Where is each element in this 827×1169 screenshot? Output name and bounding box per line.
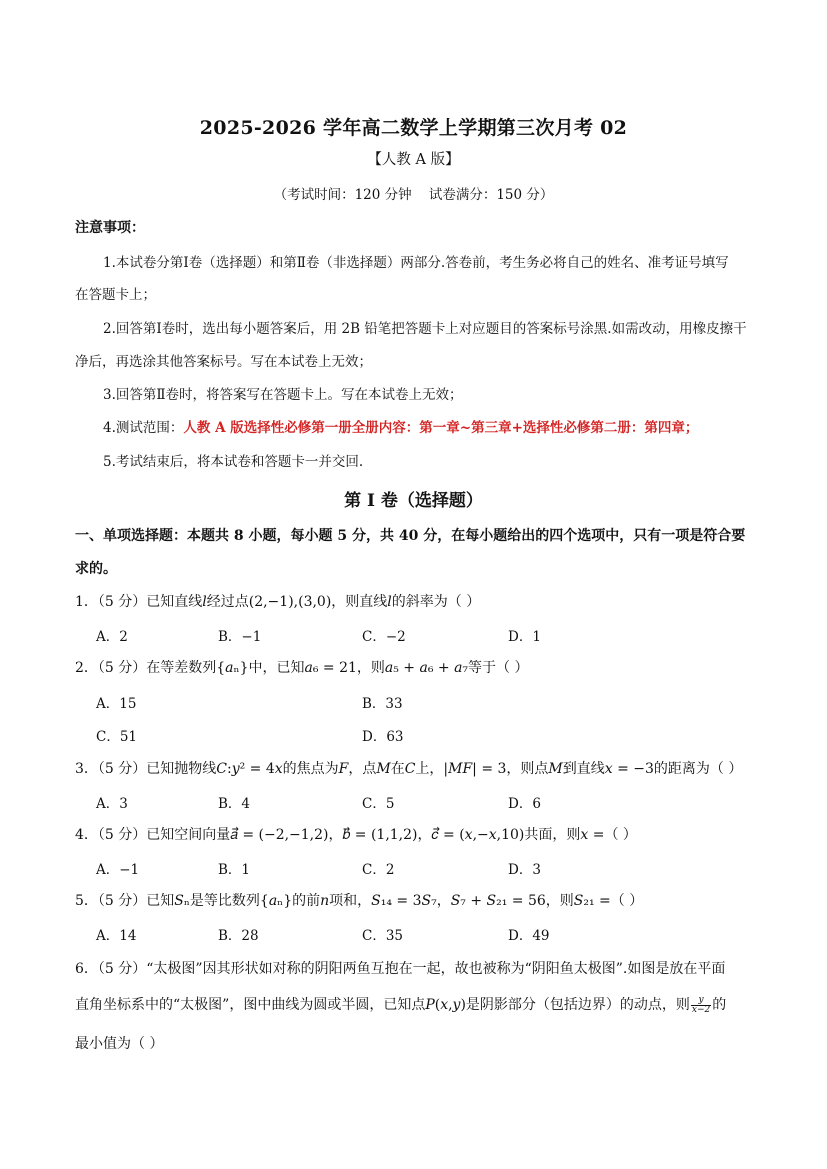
exam-info: （考试时间：120 分钟 试卷满分：150 分） (273, 187, 554, 203)
notice-item-1-line-2: 在答题卡上； (75, 287, 156, 303)
question-2: 2．（5 分）在等差数列{𝑎ₙ}中，已知𝑎₆ = 21，则𝑎₅ + 𝑎₆ + 𝑎₇等于（ ） (75, 660, 529, 676)
question-3: 3．（5 分）已知抛物线𝐶:𝑦² = 4𝑥的焦点为𝐹，点𝑀在𝐶上，|𝑀𝐹| = 3，则点𝑀到直线𝑥 = −3的距离为（ ） (75, 761, 743, 777)
section-title: 第 I 卷（选择题） (344, 491, 483, 511)
q3-option-b: B．4 (218, 796, 251, 812)
notice-item-2-line-2: 净后，再选涂其他答案标号。写在本试卷上无效； (75, 354, 372, 370)
question-1: 1．（5 分）已知直线𝑙经过点(2,−1),(3,0)，则直线𝑙的斜率为（ ） (75, 594, 481, 610)
question-6-line-2 (75, 994, 726, 1015)
part-1-heading-line-2: 求的。 (75, 561, 117, 577)
fraction-y-over-x-minus-2 (691, 996, 711, 1015)
q2-option-a: A．15 (96, 696, 137, 712)
q3-option-c: C．5 (362, 796, 395, 812)
question-6-line-3: 最小值为（ ） (75, 1036, 164, 1052)
q2-option-b: B．33 (362, 696, 403, 712)
notice-item-2-line-1: 2.回答第Ⅰ卷时，选出每小题答案后，用 2B 铅笔把答题卡上对应题目的答案标号涂黑.如需改动，用橡皮擦干 (103, 321, 747, 337)
q2-option-d: D．63 (362, 729, 404, 745)
question-6-line-1: 6．（5 分）“太极图”因其形状如对称的阴阳两鱼互抱在一起，故也被称为“阴阳鱼太极图”.如图是放在平面 (75, 961, 726, 977)
notice-item-5: 5.考试结束后，将本试卷和答题卡一并交回. (103, 454, 364, 470)
edition-label: 【人教 A 版】 (367, 152, 460, 168)
q4-option-d: D．3 (508, 862, 541, 878)
fraction-numerator: y (691, 996, 711, 1006)
question-4: 4．（5 分）已知空间向量𝑎⃗ = (−2,−1,2)，𝑏⃗ = (1,1,2)，𝑐⃗ = (𝑥,−𝑥,10)共面，则𝑥 =（ ） (75, 827, 637, 843)
question-6-line-2-end: 的 (712, 997, 727, 1013)
notice-item-4 (103, 416, 698, 436)
q4-option-a: A．−1 (96, 862, 140, 878)
q1-option-b: B．−1 (218, 629, 262, 645)
q3-option-d: D．6 (508, 796, 541, 812)
question-6-line-2-text: 直角坐标系中的“太极图”，图中曲线为圆或半圆，已知点𝑃(𝑥,𝑦)是阴影部分（包括边界）的动点，则 (75, 997, 690, 1013)
notice-item-1-line-1: 1.本试卷分第Ⅰ卷（选择题）和第Ⅱ卷（非选择题）两部分.答卷前，考生务必将自己的姓名、准考证号填写 (103, 255, 729, 271)
exam-title: 2025-2026 学年高二数学上学期第三次月考 02 (199, 117, 628, 139)
q4-option-b: B．1 (218, 862, 251, 878)
part-1-heading-line-1: 一、单项选择题：本题共 8 小题，每小题 5 分，共 40 分，在每小题给出的四个选项中，只有一项是符合要 (75, 528, 746, 544)
q1-option-d: D．1 (508, 629, 541, 645)
notice-heading: 注意事项： (75, 220, 145, 236)
fraction-denominator: x−2 (691, 1004, 711, 1015)
notice-item-4-prefix: 4.测试范围： (103, 420, 184, 436)
q1-option-c: C．−2 (362, 629, 406, 645)
q5-option-b: B．28 (218, 928, 259, 944)
q3-option-a: A．3 (96, 796, 128, 812)
q4-option-c: C．2 (362, 862, 395, 878)
question-5: 5．（5 分）已知𝑆ₙ是等比数列{𝑎ₙ}的前𝑛项和，𝑆₁₄ = 3𝑆₇，𝑆₇ + 𝑆₂₁ = 56，则𝑆₂₁ =（ ） (75, 893, 644, 909)
q5-option-c: C．35 (362, 928, 404, 944)
q5-option-d: D．49 (508, 928, 550, 944)
q2-option-c: C．51 (96, 729, 138, 745)
test-scope: 人教 A 版选择性必修第一册全册内容：第一章~第三章+选择性必修第二册：第四章； (183, 420, 699, 436)
q1-option-a: A．2 (96, 629, 128, 645)
q5-option-a: A．14 (96, 928, 137, 944)
notice-item-3: 3.回答第Ⅱ卷时，将答案写在答题卡上。写在本试卷上无效； (103, 387, 463, 403)
